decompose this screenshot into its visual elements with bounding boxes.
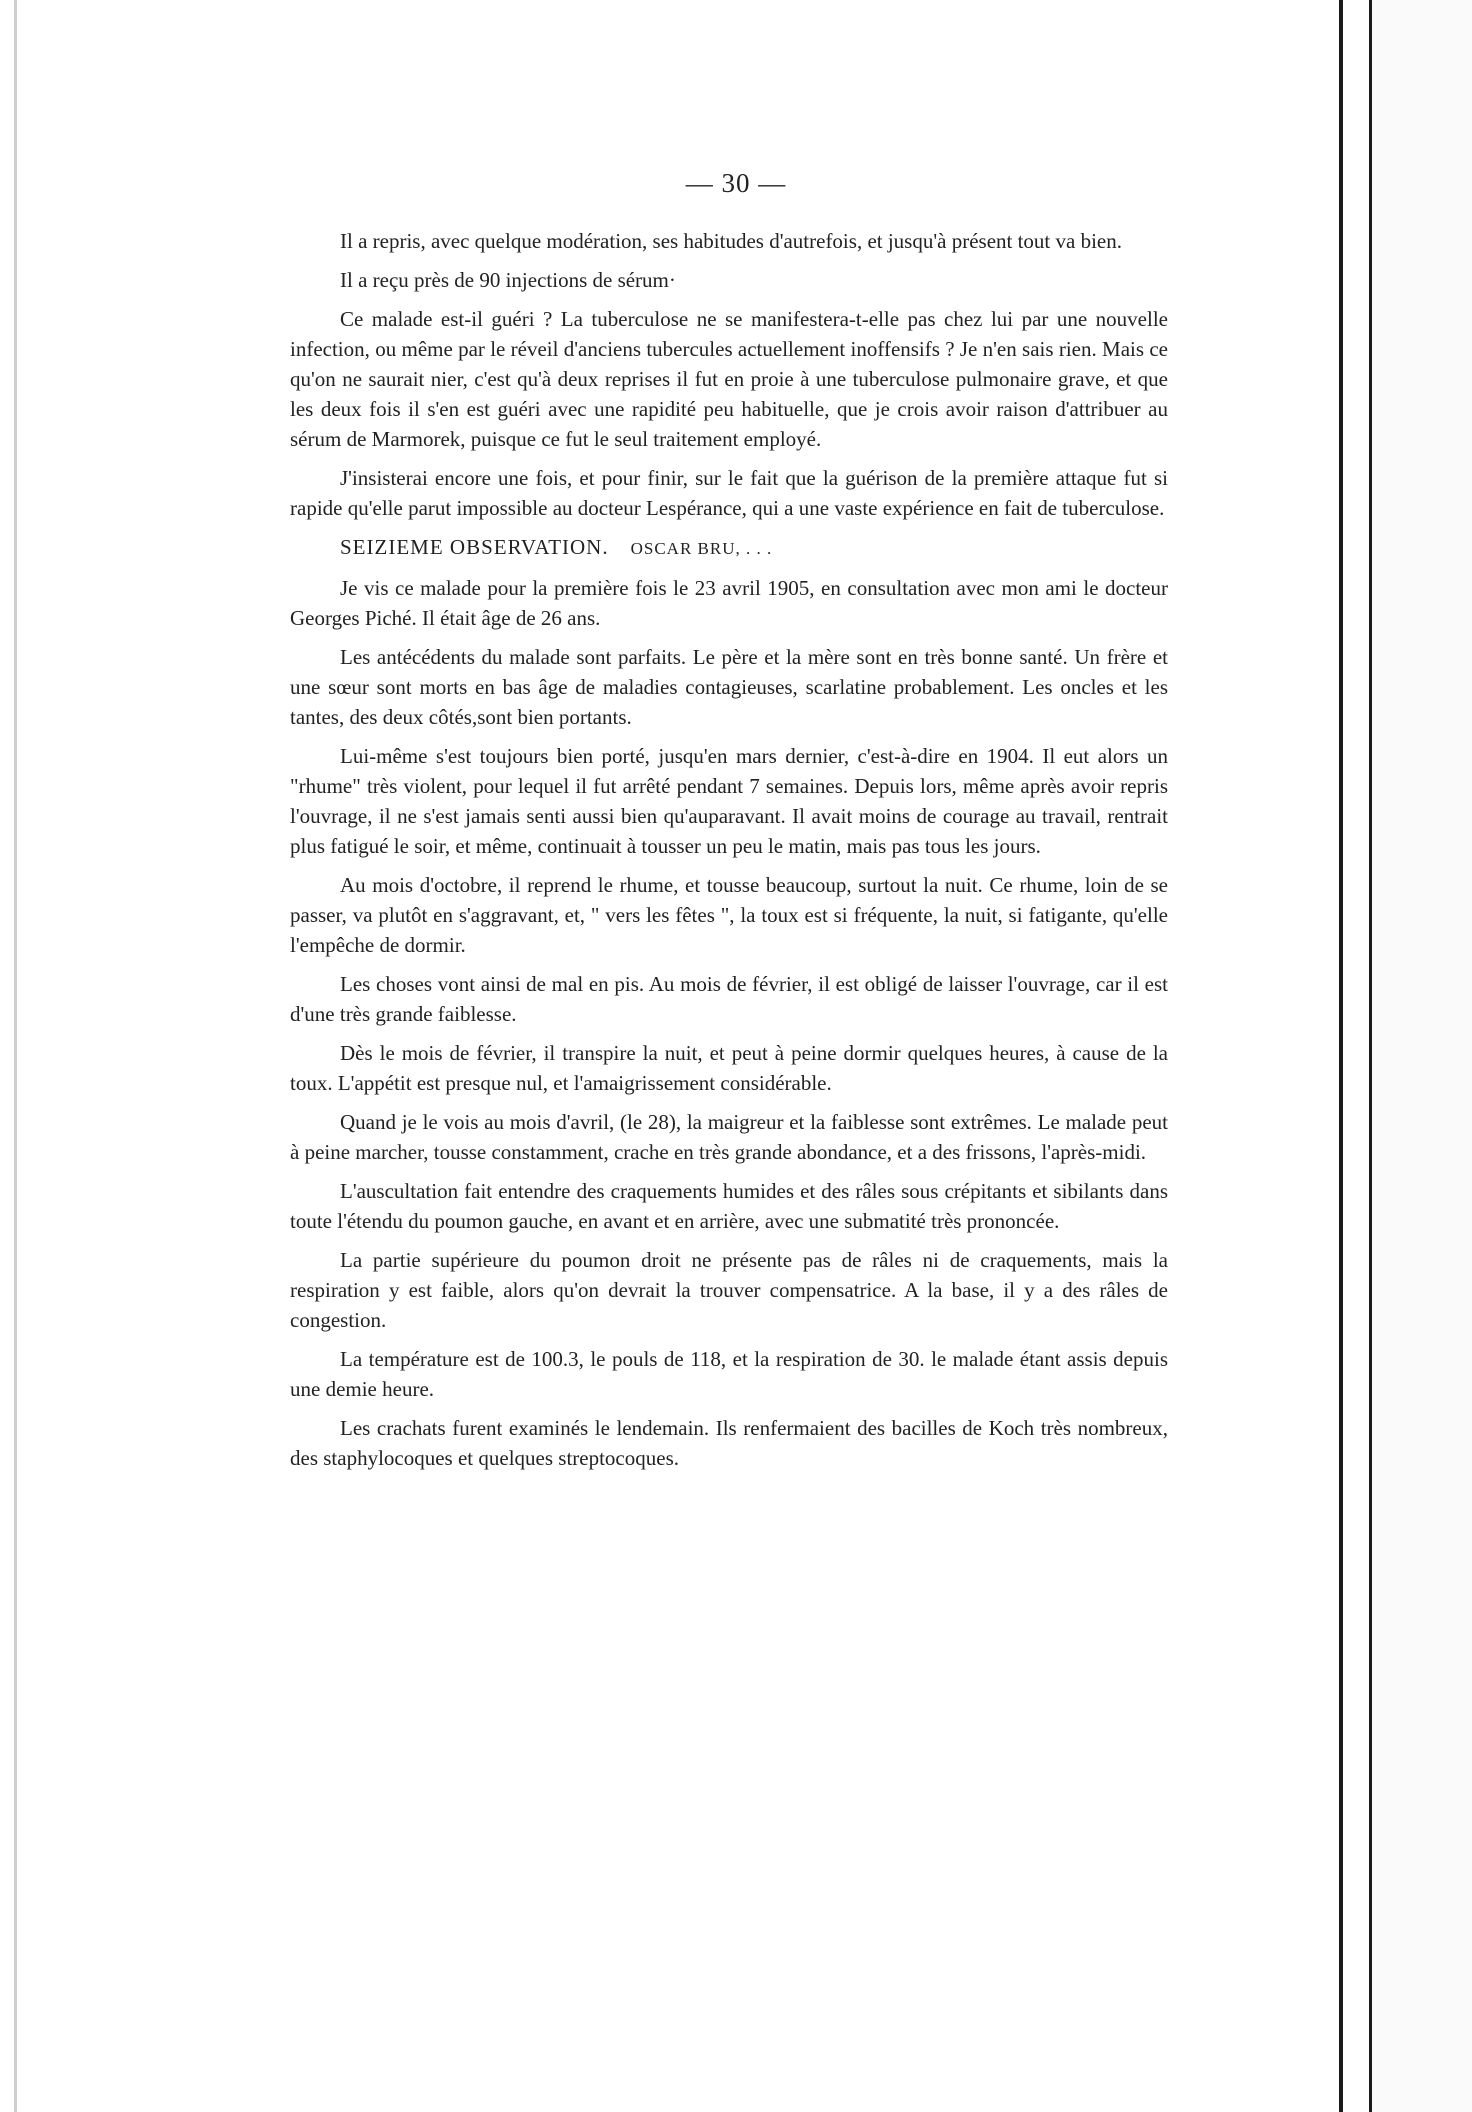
paragraph: Les choses vont ainsi de mal en pis. Au mois de février, il est obligé de laisser l'ouvrage, car il est d'une très grande faiblesse. — [290, 972, 1168, 1026]
paragraph: La partie supérieure du poumon droit ne présente pas de râles ni de craquements, mais la respiration y est faible, alors qu'on devrait la trouver compensatrice. A la base, il y a des râles de congestion. — [290, 1248, 1168, 1332]
paragraph: L'auscultation fait entendre des craquements humides et des râles sous crépitants et sibilants dans toute l'étendu du poumon gauche, en avant et en arrière, avec une submatité très prononcée. — [290, 1179, 1168, 1233]
paragraph: Il a repris, avec quelque modération, ses habitudes d'autrefois, et jusqu'à présent tout va bien. — [340, 229, 1122, 253]
binding-edge-line — [1339, 0, 1343, 2112]
paragraph: Quand je le vois au mois d'avril, (le 28), la maigreur et la faiblesse sont extrêmes. Le malade peut à peine marcher, tousse constamment, crache en très grande abondance, et a des frissons, l'après-midi. — [290, 1110, 1168, 1164]
paragraph: Les crachats furent examinés le lendemain. Ils renfermaient des bacilles de Koch très nombreux, des staphylocoques et quelques streptocoques. — [290, 1416, 1168, 1470]
paragraph: Dès le mois de février, il transpire la nuit, et peut à peine dormir quelques heures, à cause de la toux. L'appétit est presque nul, et l'amaigrissement considérable. — [290, 1041, 1168, 1095]
body-text — [290, 226, 1168, 1482]
page-number: — 30 — — [685, 168, 787, 198]
paragraph: Je vis ce malade pour la première fois le 23 avril 1905, en consultation avec mon ami le docteur Georges Piché. Il était âge de 26 ans. — [290, 576, 1168, 630]
paragraph: Les antécédents du malade sont parfaits. Le père et la mère sont en très bonne santé. Un frère et une sœur sont morts en bas âge de maladies contagieuses, scarlatine probablement. Les oncles et les tantes, des deux côtés,sont bien portants. — [290, 645, 1168, 729]
next-page-margin — [1372, 0, 1472, 2112]
paragraph: La température est de 100.3, le pouls de 118, et la respiration de 30. le malade étant assis depuis une demie heure. — [290, 1347, 1168, 1401]
paragraph: Ce malade est-il guéri ? La tuberculose ne se manifestera-t-elle pas chez lui par une nouvelle infection, ou même par le réveil d'anciens tubercules actuellement inoffensifs ? Je n'en sais rien. Mais ce qu'on ne saurait nier, c'est qu'à deux reprises il fut en proie à une tuberculose pulmonaire grave, et que les deux fois il s'en est guéri avec une rapidité peu habituelle, que je crois avoir raison d'attribuer au sérum de Marmorek, puisque ce fut le seul traitement employé. — [290, 307, 1168, 451]
paragraph: J'insisterai encore une fois, et pour finir, sur le fait que la guérison de la première attaque fut si rapide qu'elle parut impossible au docteur Lespérance, qui a une vaste expérience en fait de tuberculose. — [290, 466, 1168, 520]
observation-heading — [290, 532, 1168, 564]
paragraph: Il a reçu près de 90 injections de sérum· — [340, 268, 676, 292]
patient-name: OSCAR BRU, . . . — [630, 539, 773, 558]
paragraph: Au mois d'octobre, il reprend le rhume, et tousse beaucoup, surtout la nuit. Ce rhume, loin de se passer, va plutôt en s'aggravant, et, " vers les fêtes ", la toux est si fréquente, la nuit, si fatigante, qu'elle l'empêche de dormir. — [290, 873, 1168, 957]
paragraph: Lui-même s'est toujours bien porté, jusqu'en mars dernier, c'est-à-dire en 1904. Il eut alors un "rhume" très violent, pour lequel il fut arrêté pendant 7 semaines. Depuis lors, même après avoir repris l'ouvrage, il ne s'est jamais senti aussi bien qu'auparavant. Il avait moins de courage au travail, rentrait plus fatigué le soir, et même, continuait à tousser un peu le matin, mais pas tous les jours. — [290, 744, 1168, 858]
page-left-edge — [14, 0, 17, 2112]
observation-title: SEIZIEME OBSERVATION. — [340, 535, 609, 559]
